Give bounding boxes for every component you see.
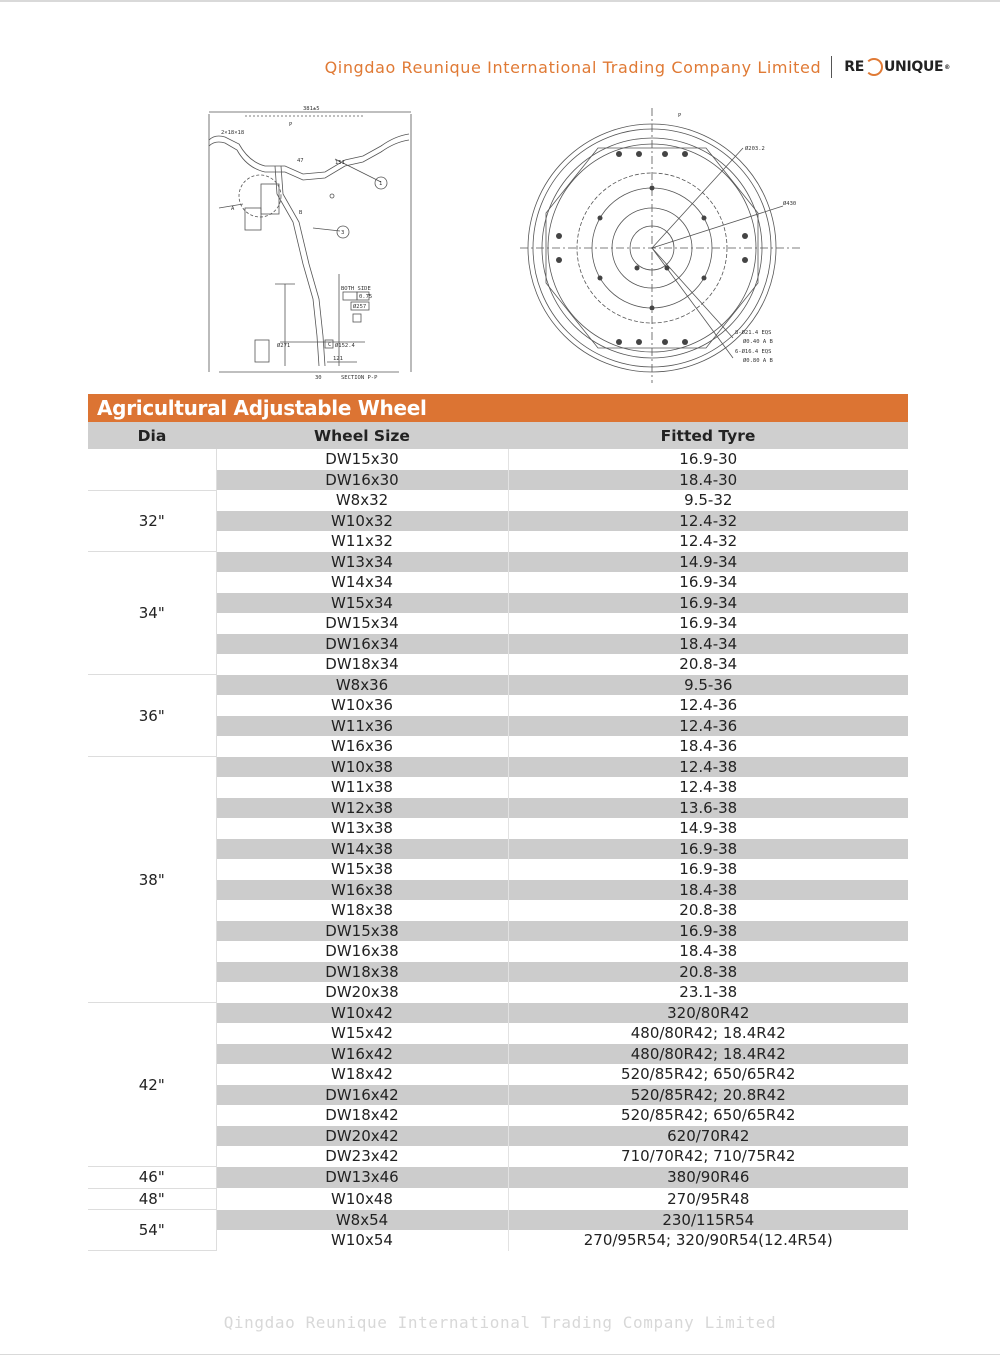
- dim-30: 30: [315, 375, 322, 381]
- table-title: Agricultural Adjustable Wheel: [88, 394, 908, 422]
- fitted-tyre-cell: 14.9-38: [508, 818, 908, 839]
- table-row: [88, 449, 908, 470]
- wheel-size-cell: DW16x34: [216, 634, 508, 655]
- dia-cell: 38": [88, 757, 216, 1003]
- fitted-tyre-cell: 230/115R54: [508, 1210, 908, 1231]
- dim-width: 381±5: [303, 106, 320, 112]
- datum-b: B: [299, 210, 303, 216]
- fitted-tyre-cell: 13.6-38: [508, 798, 908, 819]
- fitted-tyre-cell: 480/80R42; 18.4R42: [508, 1023, 908, 1044]
- wheel-size-cell: W10x42: [216, 1003, 508, 1024]
- datum-c: C: [328, 342, 332, 348]
- header-dia: Dia: [88, 422, 216, 449]
- wheel-size-cell: DW16x30: [216, 470, 508, 491]
- wheel-size-cell: W16x38: [216, 880, 508, 901]
- logo-trademark: ®: [944, 63, 950, 71]
- section-mark-p: P: [289, 122, 293, 128]
- fitted-tyre-cell: 14.9-34: [508, 552, 908, 573]
- table-row: [88, 1188, 908, 1210]
- dim-1524: Ø152.4: [335, 343, 355, 349]
- wheel-spec-table: [88, 422, 908, 1251]
- section-label: SECTION P-P: [341, 375, 378, 381]
- fitted-tyre-cell: 9.5-36: [508, 675, 908, 696]
- table-body: [88, 449, 908, 1251]
- table-row: [88, 675, 908, 696]
- fitted-tyre-cell: 270/95R48: [508, 1188, 908, 1210]
- holes-8-tolerance: Ø0.40 A B: [743, 339, 773, 345]
- wheel-size-cell: W13x38: [216, 818, 508, 839]
- logo-text-left: RE: [844, 59, 864, 75]
- wheel-size-cell: W16x42: [216, 1044, 508, 1065]
- dia-cell: 42": [88, 1003, 216, 1167]
- fitted-tyre-cell: 380/90R46: [508, 1167, 908, 1189]
- wheel-size-cell: W16x36: [216, 736, 508, 757]
- dia-cell: 34": [88, 552, 216, 675]
- dia-cell: 54": [88, 1210, 216, 1251]
- fitted-tyre-cell: 18.4-36: [508, 736, 908, 757]
- fitted-tyre-cell: 520/85R42; 20.8R42: [508, 1085, 908, 1106]
- fitted-tyre-cell: 16.9-34: [508, 572, 908, 593]
- dim-257: Ø257: [353, 304, 367, 310]
- holes-6-tolerance: Ø0.80 A B: [743, 358, 773, 364]
- logo-text-right: UNIQUE: [883, 59, 944, 75]
- bottom-rule: [0, 1354, 1000, 1355]
- wheel-size-cell: W14x38: [216, 839, 508, 860]
- dia-cell: 32": [88, 490, 216, 552]
- dia-cell: [88, 449, 216, 490]
- header-fitted-tyre: Fitted Tyre: [508, 422, 908, 449]
- wheel-size-cell: W10x54: [216, 1230, 508, 1251]
- wheel-size-cell: W8x54: [216, 1210, 508, 1231]
- wheel-size-cell: W15x42: [216, 1023, 508, 1044]
- wheel-size-cell: W13x34: [216, 552, 508, 573]
- fitted-tyre-cell: 520/85R42; 650/65R42: [508, 1064, 908, 1085]
- table-header-row: [88, 422, 908, 449]
- fitted-tyre-cell: 9.5-32: [508, 490, 908, 511]
- page-header: [325, 52, 950, 82]
- fitted-tyre-cell: 16.9-30: [508, 449, 908, 470]
- fitted-tyre-cell: 480/80R42; 18.4R42: [508, 1044, 908, 1065]
- wheel-size-cell: W10x32: [216, 511, 508, 532]
- fitted-tyre-cell: 18.4-38: [508, 880, 908, 901]
- dia-cell: 48": [88, 1188, 216, 1210]
- wheel-size-cell: W8x32: [216, 490, 508, 511]
- wheel-size-cell: W11x36: [216, 716, 508, 737]
- wheel-size-cell: W14x34: [216, 572, 508, 593]
- footer-watermark: Qingdao Reunique International Trading Company Limited: [223, 1313, 777, 1332]
- fitted-tyre-cell: 20.8-34: [508, 654, 908, 675]
- section-mark-p-right: P: [678, 113, 682, 119]
- fitted-tyre-cell: 18.4-38: [508, 941, 908, 962]
- wheel-size-cell: DW16x38: [216, 941, 508, 962]
- fitted-tyre-cell: 710/70R42; 710/75R42: [508, 1146, 908, 1167]
- dia-cell: 36": [88, 675, 216, 757]
- dim-121: 121: [333, 356, 343, 362]
- wheel-size-cell: W8x36: [216, 675, 508, 696]
- fitted-tyre-cell: 20.8-38: [508, 962, 908, 983]
- table-row: [88, 1210, 908, 1231]
- table-row: [88, 1167, 908, 1189]
- fitted-tyre-cell: 20.8-38: [508, 900, 908, 921]
- wheel-size-cell: DW18x38: [216, 962, 508, 983]
- wheel-size-cell: W11x32: [216, 531, 508, 552]
- wheel-size-cell: W10x36: [216, 695, 508, 716]
- holes-6-note: 6-Ø16.4 EQS: [735, 349, 772, 355]
- weld-note: 2×18×18: [221, 130, 245, 136]
- holes-8-note: 8-Ø21.4 EQS: [735, 330, 772, 336]
- fitted-tyre-cell: 16.9-34: [508, 593, 908, 614]
- wheel-size-cell: DW15x30: [216, 449, 508, 470]
- wheel-size-cell: DW13x46: [216, 1167, 508, 1189]
- wheel-size-cell: W18x42: [216, 1064, 508, 1085]
- fitted-tyre-cell: 620/70R42: [508, 1126, 908, 1147]
- fitted-tyre-cell: 12.4-36: [508, 695, 908, 716]
- table-row: [88, 757, 908, 778]
- fitted-tyre-cell: 18.4-34: [508, 634, 908, 655]
- fitted-tyre-cell: 12.4-32: [508, 511, 908, 532]
- fitted-tyre-cell: 320/80R42: [508, 1003, 908, 1024]
- wheel-size-cell: W10x38: [216, 757, 508, 778]
- fitted-tyre-cell: 270/95R54; 320/90R54(12.4R54): [508, 1230, 908, 1251]
- wheel-size-cell: W10x48: [216, 1188, 508, 1210]
- front-view-drawing: [515, 108, 815, 383]
- wheel-size-cell: W15x38: [216, 859, 508, 880]
- dim-271: Ø271: [277, 343, 291, 349]
- brand-logo: [844, 58, 950, 76]
- fitted-tyre-cell: 12.4-38: [508, 757, 908, 778]
- wheel-size-cell: DW23x42: [216, 1146, 508, 1167]
- wheel-size-cell: W15x34: [216, 593, 508, 614]
- top-rule: [0, 0, 1000, 2]
- wheel-size-cell: DW18x34: [216, 654, 508, 675]
- fitted-tyre-cell: 16.9-38: [508, 839, 908, 860]
- table-row: [88, 1003, 908, 1024]
- wheel-size-cell: DW15x38: [216, 921, 508, 942]
- fitted-tyre-cell: 12.4-32: [508, 531, 908, 552]
- header-divider: [831, 56, 832, 78]
- callout-3: 3: [341, 230, 345, 236]
- fitted-tyre-cell: 16.9-34: [508, 613, 908, 634]
- wheel-size-cell: DW20x38: [216, 982, 508, 1003]
- tolerance-075: 0.75: [359, 294, 373, 300]
- dia-cell: 46": [88, 1167, 216, 1189]
- wheel-size-cell: DW16x42: [216, 1085, 508, 1106]
- wheel-size-cell: W12x38: [216, 798, 508, 819]
- both-side-note: BOTH SIDE: [341, 286, 371, 292]
- wheel-size-cell: W11x38: [216, 777, 508, 798]
- fitted-tyre-cell: 16.9-38: [508, 921, 908, 942]
- section-drawing: [185, 104, 430, 384]
- fitted-tyre-cell: 16.9-38: [508, 859, 908, 880]
- dim-47: 47: [297, 158, 304, 164]
- fitted-tyre-cell: 23.1-38: [508, 982, 908, 1003]
- dim-151: 151: [335, 160, 345, 166]
- dim-430: Ø430: [783, 201, 797, 207]
- table-row: [88, 490, 908, 511]
- company-name: Qingdao Reunique International Trading Company Limited: [324, 57, 822, 77]
- logo-swoosh-icon: [865, 58, 883, 76]
- fitted-tyre-cell: 520/85R42; 650/65R42: [508, 1105, 908, 1126]
- dim-2032: Ø203.2: [745, 146, 765, 152]
- datum-a: A: [231, 206, 235, 212]
- wheel-size-cell: DW18x42: [216, 1105, 508, 1126]
- table-row: [88, 552, 908, 573]
- wheel-size-cell: DW20x42: [216, 1126, 508, 1147]
- fitted-tyre-cell: 18.4-30: [508, 470, 908, 491]
- fitted-tyre-cell: 12.4-38: [508, 777, 908, 798]
- callout-1: 1: [379, 181, 383, 187]
- wheel-size-cell: W18x38: [216, 900, 508, 921]
- wheel-size-cell: DW15x34: [216, 613, 508, 634]
- header-wheel-size: Wheel Size: [216, 422, 508, 449]
- fitted-tyre-cell: 12.4-36: [508, 716, 908, 737]
